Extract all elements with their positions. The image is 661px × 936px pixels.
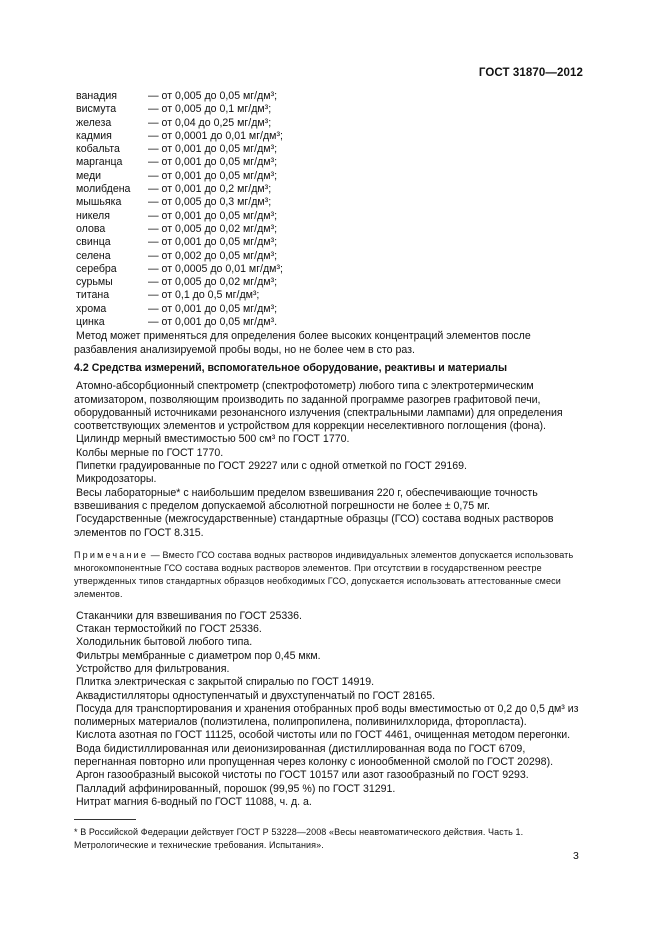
- element-row: [76, 103, 585, 116]
- element-range: — от 0,005 до 0,05 мг/дм³;: [148, 90, 278, 102]
- element-name: серебра: [76, 262, 117, 275]
- paragraph: Цилиндр мерный вместимостью 500 см³ по ГОСТ 1770.: [76, 433, 350, 446]
- note-block: [74, 549, 585, 601]
- footnote-divider: [74, 819, 136, 820]
- element-range: — от 0,001 до 0,05 мг/дм³;: [148, 209, 278, 222]
- element-row: [76, 303, 585, 316]
- paragraph: Пипетки градуированные по ГОСТ 29227 или с одной отметкой по ГОСТ 29169.: [76, 460, 468, 473]
- element-name: олова: [76, 222, 106, 235]
- element-row: [76, 250, 585, 263]
- element-name: меди: [76, 169, 102, 182]
- element-range: — от 0,001 до 0,2 мг/дм³;: [148, 183, 272, 196]
- element-range: — от 0,001 до 0,05 мг/дм³;: [148, 156, 278, 169]
- paragraph: Микродозаторы.: [76, 473, 157, 486]
- paragraph: Нитрат магния 6-водный по ГОСТ 11088, ч. д. а.: [76, 795, 312, 808]
- paragraph: Весы лабораторные* с наибольшим пределом взвешивания 220 г, обеспечивающие точность взвешивания с пределом допускаемой абсолютной погрешности не более ± 0,75 мг.: [74, 486, 538, 512]
- element-name: мышьяка: [76, 196, 122, 209]
- section-number: 4.2: [74, 361, 89, 374]
- note-label: Примечание: [74, 549, 149, 560]
- paragraph: Плитка электрическая с закрытой спиралью по ГОСТ 14919.: [76, 676, 375, 689]
- element-range: — от 0,002 до 0,05 мг/дм³;: [148, 249, 278, 262]
- element-range: — от 0,0005 до 0,01 мг/дм³;: [148, 262, 283, 275]
- element-name: свинца: [76, 236, 111, 249]
- element-range: — от 0,1 до 0,5 мг/дм³;: [148, 289, 260, 302]
- element-range: — от 0,04 до 0,25 мг/дм³;: [148, 116, 272, 129]
- element-range: — от 0,0001 до 0,01 мг/дм³;: [148, 129, 283, 142]
- element-name: цинка: [76, 316, 105, 329]
- element-row: [76, 223, 585, 236]
- element-range: — от 0,005 до 0,02 мг/дм³;: [148, 222, 278, 235]
- paragraph: Холодильник бытовой любого типа.: [76, 636, 253, 649]
- element-row: [76, 236, 585, 249]
- element-name: висмута: [76, 103, 117, 116]
- element-name: марганца: [76, 156, 123, 169]
- element-name: титана: [76, 289, 110, 302]
- note-text: — Вместо ГСО состава водных растворов индивидуальных элементов допускается использовать многокомпонентные ГСО состава водных растворов элементов. При отсутствии в государственном реестре утвержденных типов стандартных образцов необходимых ГСО, допускается использовать аттестованные смеси элементов.: [74, 549, 574, 599]
- element-range: — от 0,001 до 0,05 мг/дм³;: [148, 143, 278, 156]
- element-range: — от 0,001 до 0,05 мг/дм³;: [148, 169, 278, 182]
- paragraph: Устройство для фильтрования.: [76, 662, 230, 675]
- paragraph: Аквадистилляторы одноступенчатый и двухступенчатый по ГОСТ 28165.: [76, 689, 436, 702]
- paragraph: Палладий аффинированный, порошок (99,95 %) по ГОСТ 31291.: [76, 782, 396, 795]
- element-row: [76, 196, 585, 209]
- footnote: * В Российской Федерации действует ГОСТ Р 53228—2008 «Весы неавтоматического действия. Часть 1. Метрологические и технические требования. Испытания».: [74, 827, 524, 851]
- element-row: [76, 276, 585, 289]
- element-name: никеля: [76, 209, 110, 222]
- paragraph: Атомно-абсорбционный спектрометр (спектрофотометр) любого типа с электротермическим атомизатором, позволяющим производить по заданной программе разогрев графитовой печи, оборудованный источниками резонансного излучения (спектральными лампами) для определения соответствующих элементов и устройством для коррекции неселективного поглощения (фона).: [74, 380, 563, 433]
- standard-number: ГОСТ 31870—2012: [478, 67, 583, 79]
- element-row: [76, 289, 585, 302]
- element-row: [76, 156, 585, 169]
- element-row: [76, 210, 585, 223]
- paragraph: Посуда для транспортирования и хранения отобранных проб воды вместимостью от 0,2 до 0,5 дм³ из полимерных материалов (полиэтилена, полипропилена, поливинилхлорида, фторопласта).: [74, 702, 579, 729]
- paragraph: Аргон газообразный высокой чистоты по ГОСТ 10157 или азот газообразный по ГОСТ 9293.: [76, 769, 529, 782]
- element-row: [76, 183, 585, 196]
- paragraph: Государственные (межгосударственные) стандартные образцы (ГСО) состава водных растворов элементов по ГОСТ 8.315.: [74, 513, 554, 539]
- element-name: кобальта: [76, 143, 120, 156]
- paragraph: Фильтры мембранные с диаметром пор 0,45 мкм.: [76, 649, 321, 662]
- equipment-list-b: [74, 610, 585, 809]
- method-note: Метод может применяться для определения более высоких концентраций элементов после разбавления анализируемой пробы воды, но не более чем в сто раз.: [74, 330, 531, 356]
- element-range: — от 0,001 до 0,05 мг/дм³.: [148, 316, 278, 329]
- equipment-list-a: [74, 380, 585, 540]
- element-range-list: [76, 90, 585, 329]
- element-row: [76, 170, 585, 183]
- section-title: Средства измерений, вспомогательное оборудование, реактивы и материалы: [91, 361, 507, 374]
- element-name: ванадия: [76, 90, 117, 102]
- paragraph: Колбы мерные по ГОСТ 1770.: [76, 446, 224, 459]
- element-row: [76, 130, 585, 143]
- element-range: — от 0,005 до 0,02 мг/дм³;: [148, 276, 278, 289]
- paragraph: Стакан термостойкий по ГОСТ 25336.: [76, 623, 262, 636]
- page-content: [74, 90, 585, 852]
- page-number: 3: [573, 850, 579, 862]
- element-range: — от 0,005 до 0,3 мг/дм³;: [148, 196, 272, 209]
- element-name: хрома: [76, 302, 107, 315]
- paragraph: Кислота азотная по ГОСТ 11125, особой чистоты или по ГОСТ 4461, очищенная методом перегонки.: [76, 729, 571, 742]
- element-row: [76, 117, 585, 130]
- element-row: [76, 316, 585, 329]
- element-name: сурьмы: [76, 276, 113, 289]
- paragraph: Стаканчики для взвешивания по ГОСТ 25336.: [76, 609, 302, 622]
- element-range: — от 0,005 до 0,1 мг/дм³;: [148, 103, 272, 116]
- element-row: [76, 263, 585, 276]
- element-name: селена: [76, 249, 111, 262]
- element-name: кадмия: [76, 129, 112, 142]
- element-range: — от 0,001 до 0,05 мг/дм³;: [148, 302, 278, 315]
- element-row: [76, 143, 585, 156]
- element-row: [76, 90, 585, 103]
- element-name: железа: [76, 116, 112, 129]
- element-name: молибдена: [76, 183, 131, 196]
- element-range: — от 0,001 до 0,05 мг/дм³;: [148, 236, 278, 249]
- paragraph: Вода бидистиллированная или деионизированная (дистиллированная вода по ГОСТ 6709, перегнанная повторно или пропущенная через колонку с ионообменной смолой по ГОСТ 20298).: [74, 742, 554, 769]
- section-heading: [74, 362, 585, 375]
